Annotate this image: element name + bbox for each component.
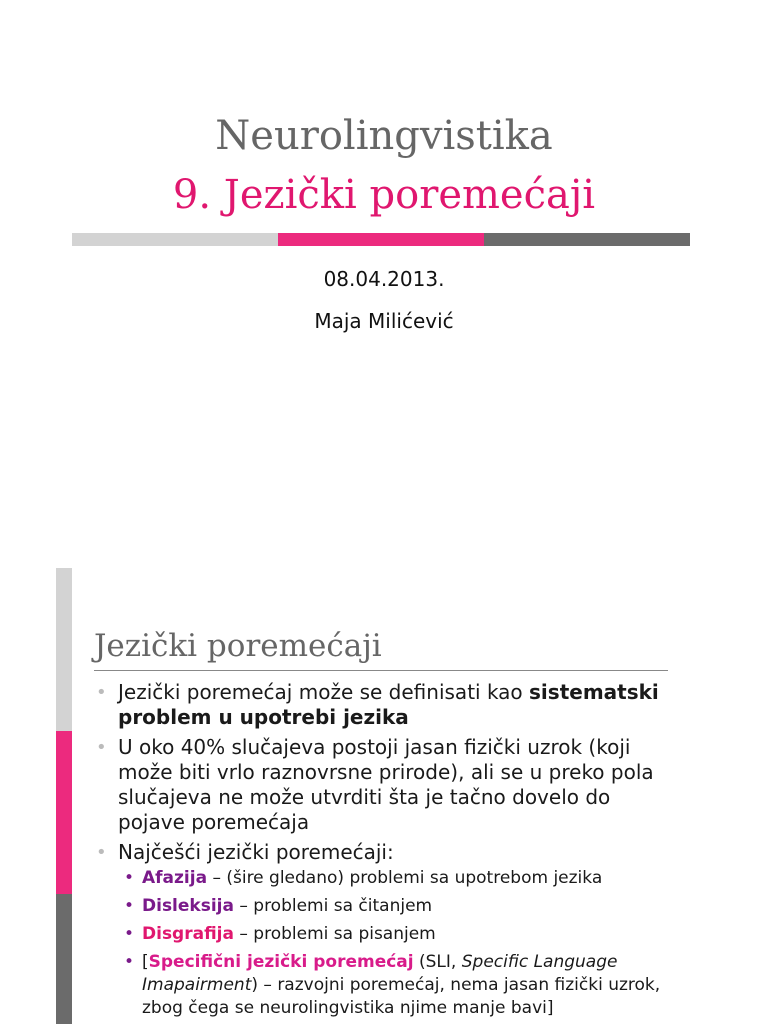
side-bar-pink [56, 731, 72, 894]
definition: – problemi sa čitanjem [233, 896, 433, 916]
sub-list-item [116, 867, 674, 890]
slide-title: Neurolingvistika [215, 113, 553, 159]
bullet-list [94, 680, 674, 1025]
content-title: Jezički poremećaji [94, 628, 382, 664]
term: Afazija [142, 868, 208, 888]
side-bar-dark [56, 894, 72, 1024]
divider-bar-gray [72, 233, 278, 246]
bracket: [ [142, 952, 149, 972]
list-item [94, 680, 674, 730]
definition-italic: Specific Language Imapairment [142, 952, 618, 995]
bullet-text: Najčešći jezički poremećaji: [118, 840, 394, 864]
bullet-text: U oko 40% slučajeva postoji jasan fizički uzrok (koji može biti vrlo raznovrsne prirode), ali se u preko pola slučajeva ne može utvrditi šta je tačno dovelo do pojave poremećaja [118, 735, 654, 834]
list-item [94, 840, 674, 1020]
title-rule [94, 670, 668, 671]
slide-date: 08.04.2013. [323, 267, 445, 291]
definition: (SLI, [413, 952, 462, 972]
sub-list-item [116, 923, 674, 946]
divider-bar-dark [484, 233, 690, 246]
definition: ) – razvojni poremećaj, nema jasan fizički uzrok, zbog čega se neurolingvistika njime manje bavi] [142, 975, 661, 1018]
definition: – problemi sa pisanjem [233, 924, 436, 944]
content-slide [0, 540, 768, 1024]
sub-list-item [116, 895, 674, 918]
bullet-bold-text: sistematski problem u upotrebi jezika [118, 680, 659, 729]
slide-author: Maja Milićević [314, 309, 454, 333]
sub-list-item [116, 951, 674, 1020]
side-bar-gray [56, 568, 72, 731]
sub-list [118, 867, 674, 1020]
term: Disgrafija [142, 924, 234, 944]
bullet-text: Jezički poremećaj može se definisati kao [118, 680, 523, 704]
divider-bar-pink [278, 233, 484, 246]
term: Disleksija [142, 896, 234, 916]
term: Specifični jezički poremećaj [148, 952, 414, 972]
slide-subtitle: 9. Jezički poremećaji [172, 172, 596, 218]
list-item [94, 735, 674, 835]
definition: – (šire gledano) problemi sa upotrebom jezika [207, 868, 603, 888]
